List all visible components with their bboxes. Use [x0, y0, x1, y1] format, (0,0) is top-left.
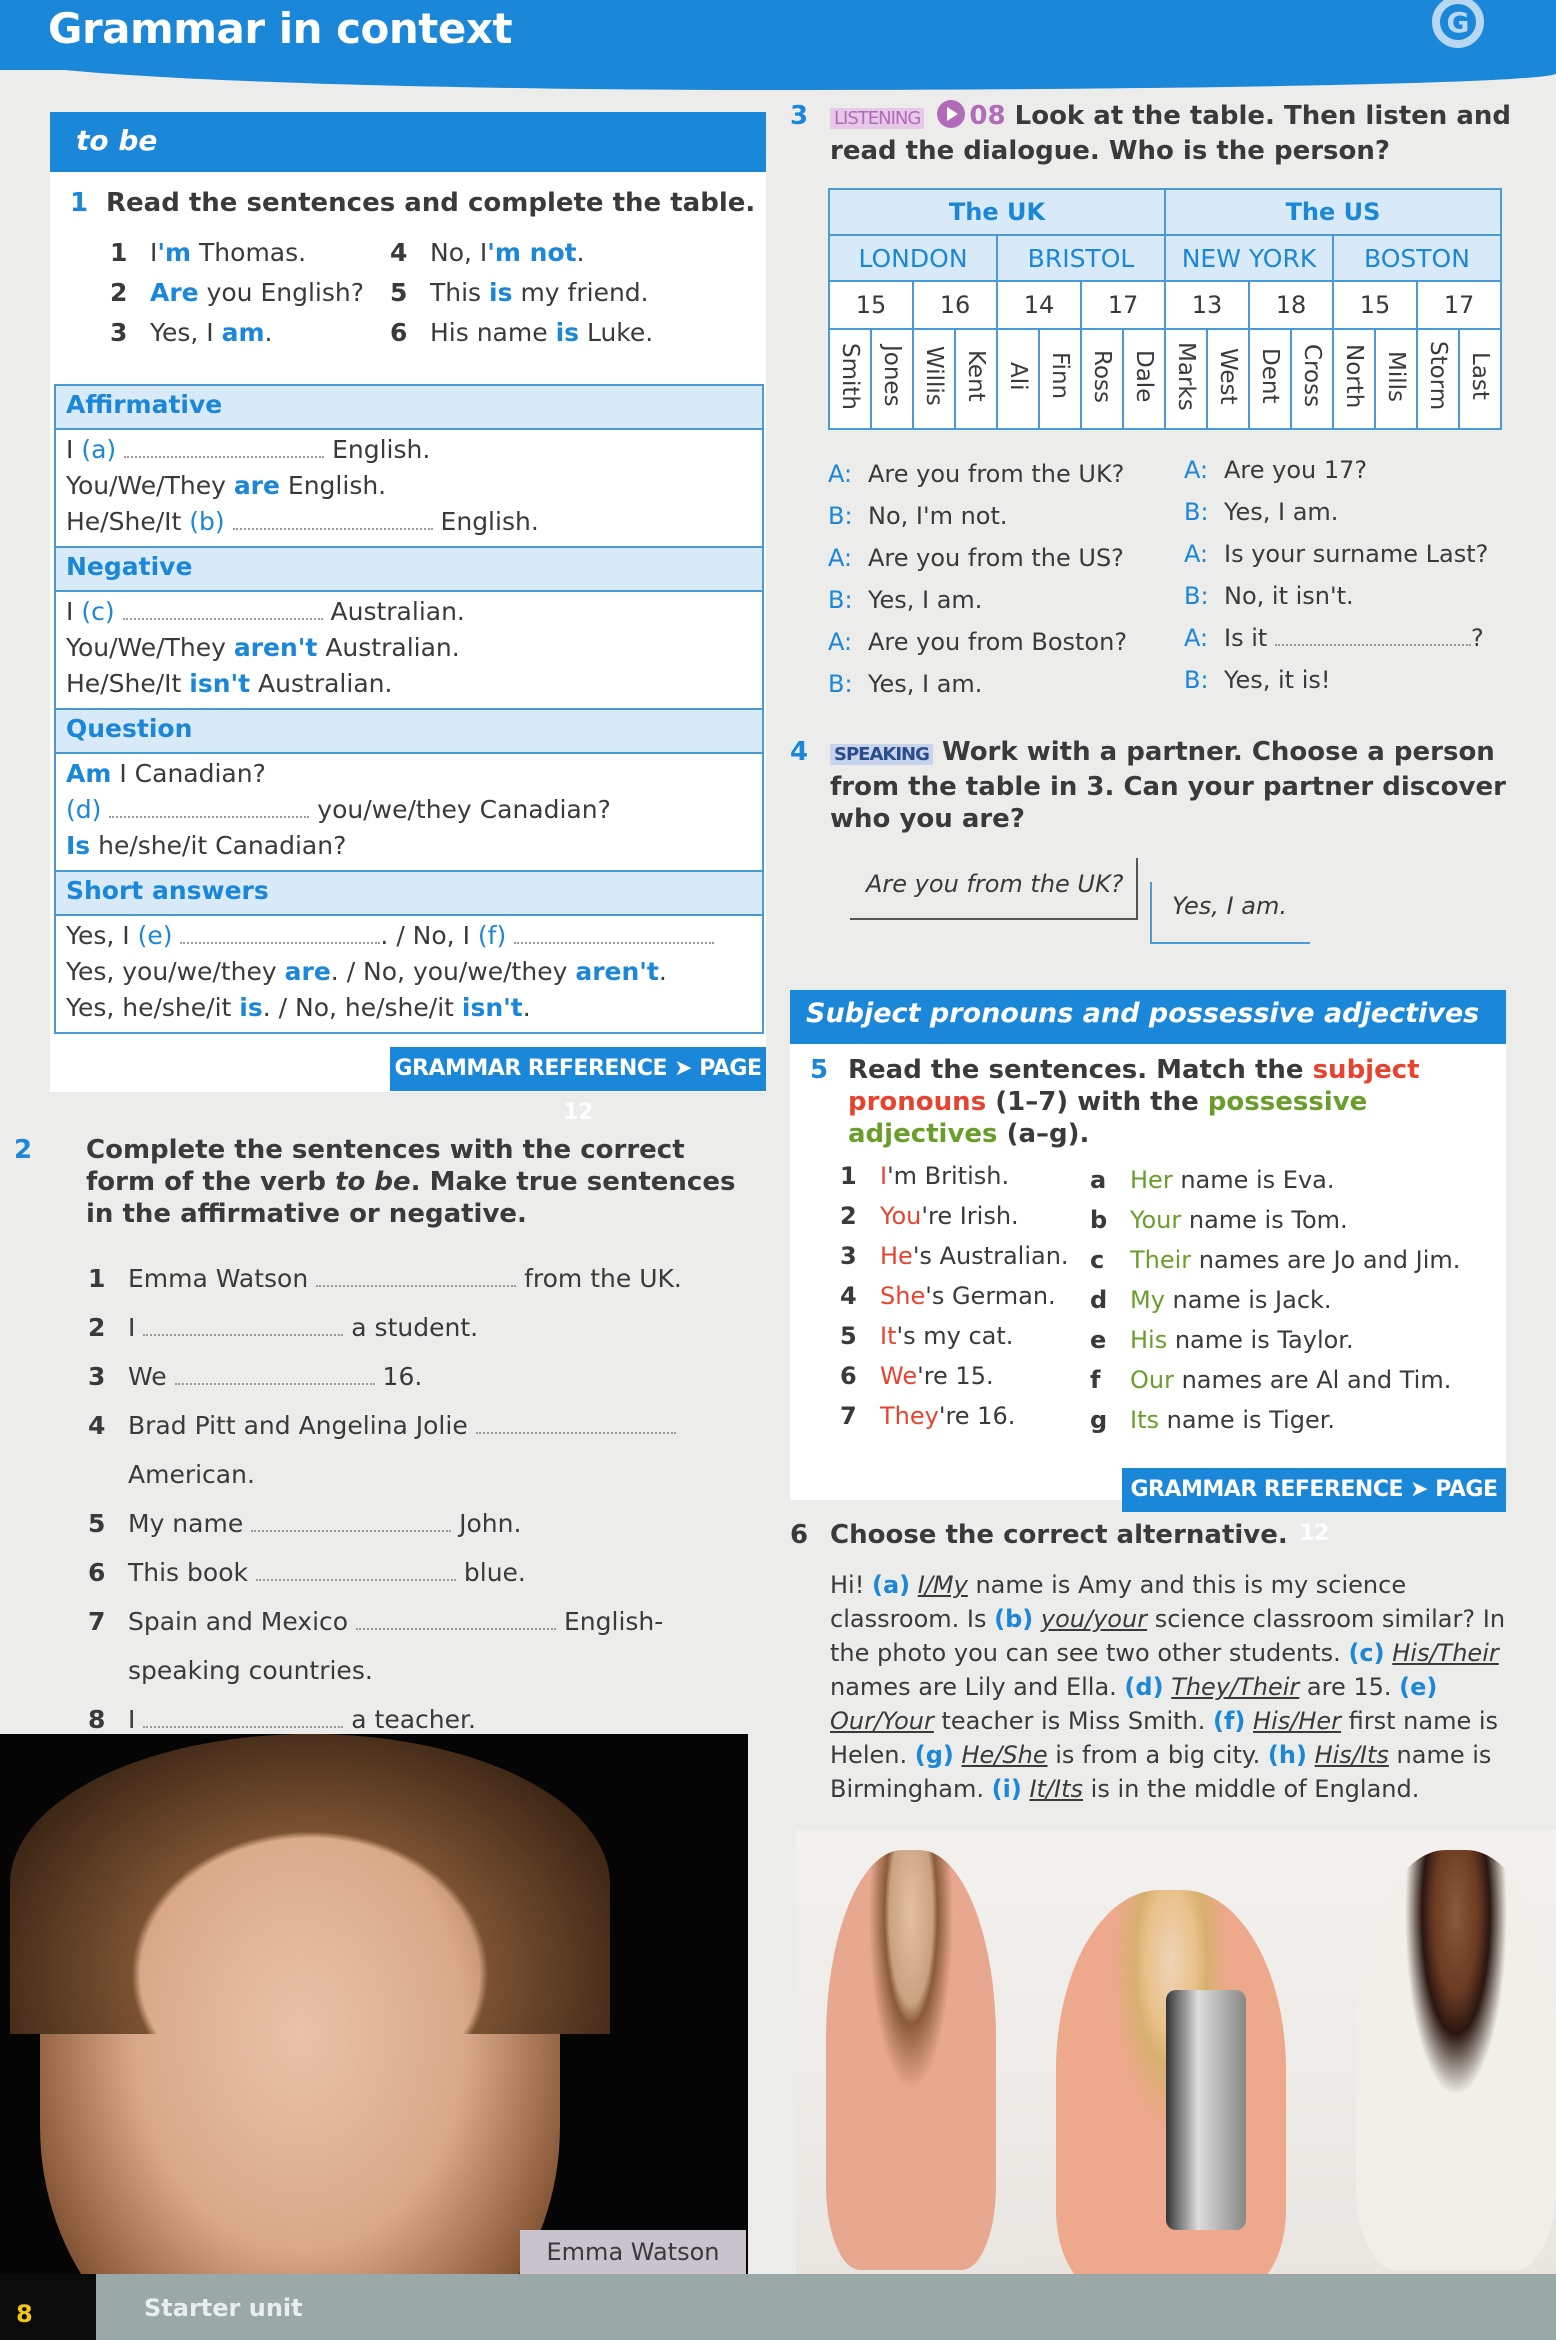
dialogue-line: A: Are you from the US? [828, 544, 1124, 572]
answer-blank[interactable] [175, 1367, 375, 1385]
surname-cell: Dale [1123, 329, 1165, 429]
answer-blank[interactable] [476, 1416, 676, 1434]
exercise-5-heading: 5 Read the sentences. Match the subject pronouns (1–7) with the possessive adjectives (a–g). [810, 1055, 1420, 1149]
list-item: 5 My name John. [88, 1509, 522, 1538]
age-cell: 18 [1249, 281, 1333, 329]
dialogue-line: A: Are you 17? [1184, 456, 1368, 484]
country-header: The UK [829, 189, 1165, 235]
portrait-hair [10, 1734, 610, 2034]
choice-i[interactable]: It/Its [1029, 1775, 1084, 1803]
surname-cell: Ross [1081, 329, 1123, 429]
ex1-sentence: 2 Are you English? [110, 278, 365, 307]
answer-blank[interactable] [256, 1563, 456, 1581]
list-item: 1 Emma Watson from the UK. [88, 1264, 682, 1293]
surname-cell: Storm [1417, 329, 1459, 429]
ex1-sentence: 3 Yes, I am. [110, 318, 273, 347]
blank-e[interactable] [180, 926, 380, 944]
science-classroom-photo [796, 1830, 1556, 2274]
speaking-tag: SPEAKING [830, 744, 933, 765]
dialogue-line: B: No, it isn't. [1184, 582, 1354, 610]
surname-cell: Last [1459, 329, 1501, 429]
surname-cell: Marks [1165, 329, 1207, 429]
blank-b[interactable] [233, 512, 433, 530]
emma-watson-photo [0, 1734, 748, 2274]
student-figure [1356, 1850, 1556, 2270]
dialogue-line: B: Yes, it is! [1184, 666, 1331, 694]
blank-f[interactable] [514, 926, 714, 944]
exercise-3-heading: 3 LISTENING 08 Look at the table. Then listen and read the dialogue. Who is the person? [790, 101, 1512, 166]
negative-heading: Negative [56, 548, 762, 592]
dialogue-line: A: Is your surname Last? [1184, 540, 1489, 568]
ex1-sentence: 1 I'm Thomas. [110, 238, 307, 267]
dialogue-line: B: Yes, I am. [828, 670, 983, 698]
track-number: 08 [969, 101, 1006, 131]
answer-blank[interactable] [251, 1514, 451, 1532]
list-item: 8 I a teacher. [88, 1705, 476, 1734]
exercise-6 [790, 1520, 1520, 1806]
age-cell: 15 [829, 281, 913, 329]
choice-c[interactable]: His/Their [1392, 1639, 1499, 1667]
match-item-right: d My name is Jack. [1090, 1286, 1332, 1314]
match-item-left: 7 They're 16. [840, 1402, 1016, 1430]
surname-cell: Mills [1375, 329, 1417, 429]
surname-cell: North [1333, 329, 1375, 429]
match-item-left: 5 It's my cat. [840, 1322, 1014, 1350]
surname-cell: Ali [997, 329, 1039, 429]
ex1-sentence: 6 His name is Luke. [390, 318, 654, 347]
dialogue-line: A: Is it ? [1184, 624, 1484, 652]
question-body: Am I Canadian? (d) you/we/they Canadian? Is he/she/it Canadian? [56, 754, 762, 872]
short-answers-heading: Short answers [56, 872, 762, 916]
surname-cell: Finn [1039, 329, 1081, 429]
exercise-1-heading: 1 Read the sentences and complete the table. [70, 188, 756, 218]
match-item-left: 3 He's Australian. [840, 1242, 1069, 1270]
answer-blank[interactable] [143, 1710, 343, 1728]
choice-b[interactable]: you/your [1040, 1605, 1148, 1633]
microscope [1166, 1990, 1246, 2230]
match-item-right: e His name is Taylor. [1090, 1326, 1354, 1354]
choice-f[interactable]: His/Her [1253, 1707, 1342, 1735]
people-table [828, 188, 1502, 430]
list-item: 4 Brad Pitt and Angelina Jolie [50, 1411, 750, 1460]
question-heading: Question [56, 710, 762, 754]
age-cell: 13 [1165, 281, 1249, 329]
dialogue-line: A: Are you from the UK? [828, 460, 1125, 488]
pronouns-panel [790, 990, 1506, 1500]
ex1-sentence: 5 This is my friend. [390, 278, 649, 307]
match-item-right: f Our names are Al and Tim. [1090, 1366, 1452, 1394]
list-item: 2 I a student. [88, 1313, 479, 1342]
age-cell: 17 [1081, 281, 1165, 329]
exercise-6-heading: 6 Choose the correct alternative. [790, 1520, 1288, 1550]
match-item-left: 6 We're 15. [840, 1362, 994, 1390]
answer-blank[interactable] [316, 1269, 516, 1287]
page-number: 8 [16, 2300, 33, 2328]
age-cell: 17 [1417, 281, 1501, 329]
page-title: Grammar in context [48, 4, 513, 53]
answer-blank[interactable] [143, 1318, 343, 1336]
choice-a[interactable]: I/My [917, 1571, 968, 1599]
age-cell: 14 [997, 281, 1081, 329]
dialogue-line: B: No, I'm not. [828, 502, 1008, 530]
blank-d[interactable] [109, 800, 309, 818]
exercise-2 [14, 1134, 750, 1754]
play-audio-icon[interactable] [937, 100, 965, 128]
list-item: 7 Spain and Mexico English- [88, 1607, 664, 1636]
choice-e[interactable]: Our/Your [830, 1707, 934, 1735]
dialogue-line: B: Yes, I am. [828, 586, 983, 614]
footer-band [96, 2274, 1556, 2340]
surname-cell: Smith [829, 329, 871, 429]
negative-body: I (c) Australian. You/We/They aren't Australian. He/She/It isn't Australian. [56, 592, 762, 710]
answer-blank[interactable] [1275, 628, 1471, 646]
age-cell: 15 [1333, 281, 1417, 329]
listening-tag: LISTENING [830, 108, 924, 129]
grammar-reference-link[interactable]: GRAMMAR REFERENCE ➤ PAGE 12 [1122, 1468, 1506, 1512]
surname-cell: Cross [1291, 329, 1333, 429]
grammar-badge-icon: G [1432, 0, 1484, 48]
section-title-to-be: to be [50, 112, 766, 172]
to-be-panel [50, 112, 766, 1092]
exercise-3 [790, 100, 1520, 167]
exercise-6-paragraph: Hi! (a) I/My name is Amy and this is my science classroom. Is (b) you/your science classroom similar? In the photo you can see two other students. (c) His/Their names are Lily and Ella. (d) They/Their are 15. (e) Our/Your teacher is Miss Smith. (f) His/Her first name is Helen. (g) He/She is from a big city. (h) His/Its name is Birmingham. (i) It/Its is in the middle of England. [830, 1571, 1506, 1803]
age-cell: 16 [913, 281, 997, 329]
grammar-reference-link[interactable]: GRAMMAR REFERENCE ➤ PAGE 12 [390, 1047, 766, 1091]
student-figure [826, 1850, 996, 2270]
match-item-right: a Her name is Eva. [1090, 1166, 1335, 1194]
affirmative-body: I (a) English. You/We/They are English. He/She/It (b) English. [56, 430, 762, 548]
surname-cell: Kent [955, 329, 997, 429]
list-item: 6 This book blue. [88, 1558, 526, 1587]
surname-cell: Willis [913, 329, 955, 429]
exercise-2-heading: 2 Complete the sentences with the correct form of the verb to be. Make true sentences in the affirmative or negative. [14, 1135, 736, 1229]
match-item-left: 1 I'm British. [840, 1162, 1010, 1190]
header-curve [0, 50, 1556, 90]
city-header: LONDON [829, 235, 997, 281]
match-item-right: g Its name is Tiger. [1090, 1406, 1336, 1434]
affirmative-heading: Affirmative [56, 386, 762, 430]
surname-cell: Dent [1249, 329, 1291, 429]
grammar-table [54, 384, 764, 1034]
surname-cell: Jones [871, 329, 913, 429]
city-header: NEW YORK [1165, 235, 1333, 281]
exercise-2-list [50, 1264, 750, 1754]
exercise-4 [790, 736, 1520, 835]
list-item: 3 We 16. [88, 1362, 423, 1391]
choice-h[interactable]: His/Its [1314, 1741, 1389, 1769]
city-header: BRISTOL [997, 235, 1165, 281]
speech-bubble-question: Are you from the UK? [850, 858, 1138, 920]
dialogue-line: A: Are you from Boston? [828, 628, 1128, 656]
exercise-4-heading: 4 SPEAKING Work with a partner. Choose a person from the table in 3. Can your partner discover who you are? [790, 737, 1506, 834]
choice-d[interactable]: They/Their [1171, 1673, 1300, 1701]
photo-caption: Emma Watson [520, 2230, 746, 2274]
ex1-sentence: 4 No, I'm not. [390, 238, 585, 267]
dialogue-line: B: Yes, I am. [1184, 498, 1339, 526]
blank-a[interactable] [124, 440, 324, 458]
answer-blank[interactable] [356, 1612, 556, 1630]
blank-c[interactable] [123, 602, 323, 620]
match-item-right: c Their names are Jo and Jim. [1090, 1246, 1461, 1274]
short-answers-body: Yes, I (e) . / No, I (f) Yes, you/we/they are. / No, you/we/they aren't. Yes, he/she/it is. / No, he/she/it isn't. [56, 916, 762, 1032]
choice-g[interactable]: He/She [961, 1741, 1048, 1769]
match-item-left: 2 You're Irish. [840, 1202, 1019, 1230]
surname-cell: West [1207, 329, 1249, 429]
match-item-right: b Your name is Tom. [1090, 1206, 1348, 1234]
city-header: BOSTON [1333, 235, 1501, 281]
speech-bubble-answer: Yes, I am. [1150, 882, 1310, 944]
match-item-left: 4 She's German. [840, 1282, 1056, 1310]
country-header: The US [1165, 189, 1501, 235]
list-item-continued: American. [128, 1460, 255, 1489]
list-item-continued: speaking countries. [128, 1656, 373, 1685]
unit-name: Starter unit [144, 2294, 303, 2322]
section-title-pronouns: Subject pronouns and possessive adjectives [790, 990, 1506, 1044]
